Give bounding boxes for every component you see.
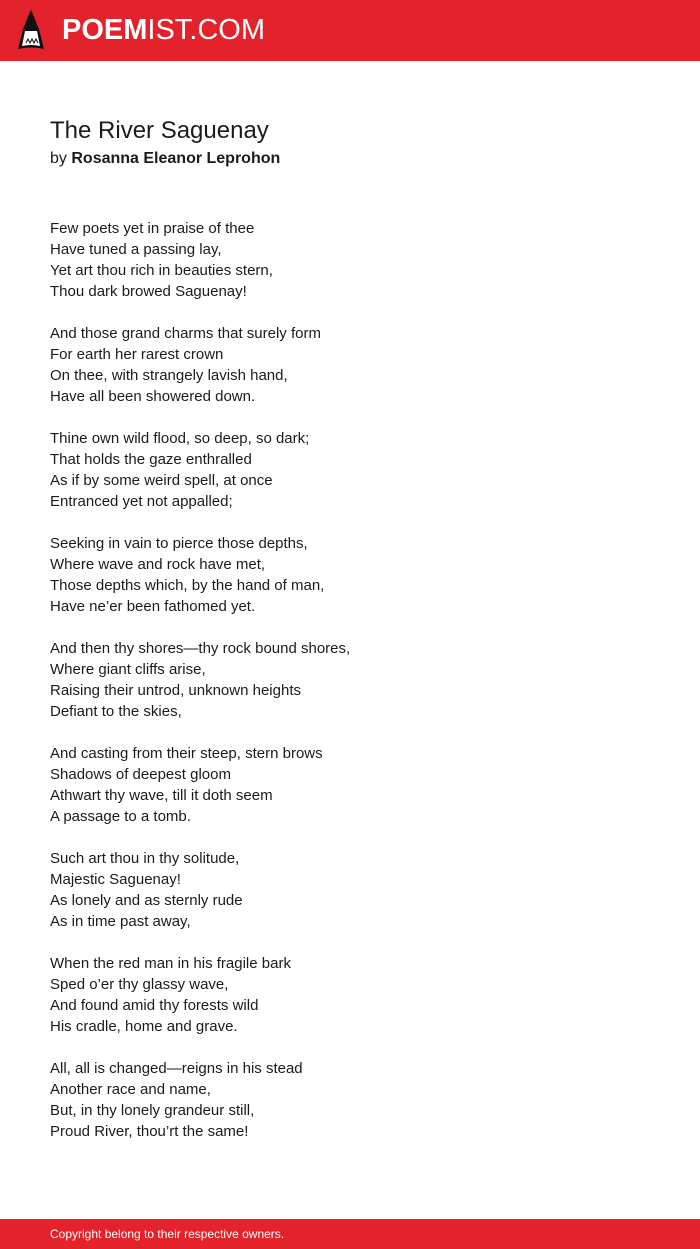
poem-line: Have ne’er been fathomed yet. xyxy=(50,598,256,615)
poem-line: Such art thou in thy solitude, xyxy=(50,850,240,867)
poem-line: As lonely and as sternly rude xyxy=(50,892,243,909)
poem-line: Have tuned a passing lay, xyxy=(50,241,222,258)
poem-line: Shadows of deepest gloom xyxy=(50,766,231,783)
poem-author: Rosanna Eleanor Leprohon xyxy=(71,150,281,167)
poem-line: Thou dark browed Saguenay! xyxy=(50,283,247,300)
poem-line: All, all is changed—reigns in his stead xyxy=(50,1060,303,1077)
poem-stanza xyxy=(50,323,650,407)
poem-stanza xyxy=(50,743,650,827)
poem-line: On thee, with strangely lavish hand, xyxy=(50,367,288,384)
poem-byline xyxy=(50,148,280,170)
byline-prefix: by xyxy=(50,150,67,167)
poem-line: Another race and name, xyxy=(50,1081,211,1098)
logo-text-bold: POEM xyxy=(62,14,148,46)
poem-line: As in time past away, xyxy=(50,913,191,930)
copyright-notice: Copyright belong to their respective owners. xyxy=(50,1227,285,1241)
poem-line: Proud River, thou’rt the same! xyxy=(50,1123,249,1140)
poem-line: And then thy shores—thy rock bound shores, xyxy=(50,640,351,657)
site-header xyxy=(0,0,700,61)
poem-stanza xyxy=(50,638,650,722)
poem-line: And those grand charms that surely form xyxy=(50,325,321,342)
poem-line: Majestic Saguenay! xyxy=(50,871,181,888)
poem-line: Yet art thou rich in beauties stern, xyxy=(50,262,273,279)
site-footer xyxy=(0,1219,700,1249)
poem-stanza xyxy=(50,533,650,617)
poem-line: Where giant cliffs arise, xyxy=(50,661,206,678)
poem-line: Entranced yet not appalled; xyxy=(50,493,233,510)
poem-line: Thine own wild flood, so deep, so dark; xyxy=(50,430,310,447)
poem-body xyxy=(50,218,650,1163)
poem-line: That holds the gaze enthralled xyxy=(50,451,252,468)
poem-line: A passage to a tomb. xyxy=(50,808,191,825)
pencil-logo-icon[interactable] xyxy=(17,9,45,51)
poem-stanza xyxy=(50,1058,650,1142)
poem-line: Seeking in vain to pierce those depths, xyxy=(50,535,308,552)
poem-stanza xyxy=(50,218,650,302)
poem-line: Have all been showered down. xyxy=(50,388,256,405)
poem-stanza xyxy=(50,953,650,1037)
poem-stanza xyxy=(50,428,650,512)
poem-line: And found amid thy forests wild xyxy=(50,997,259,1014)
poem-line: His cradle, home and grave. xyxy=(50,1018,238,1035)
poem-line: For earth her rarest crown xyxy=(50,346,224,363)
poem-line: Athwart thy wave, till it doth seem xyxy=(50,787,273,804)
poem-stanza xyxy=(50,848,650,932)
poem-line: And casting from their steep, stern brows xyxy=(50,745,323,762)
poem-line: Defiant to the skies, xyxy=(50,703,182,720)
poem-line: But, in thy lonely grandeur still, xyxy=(50,1102,255,1119)
site-logo-text[interactable] xyxy=(62,13,265,47)
poem-line: Raising their untrod, unknown heights xyxy=(50,682,301,699)
poem-line: When the red man in his fragile bark xyxy=(50,955,291,972)
logo-text-light: IST.COM xyxy=(147,14,266,46)
poem-line: Where wave and rock have met, xyxy=(50,556,266,573)
poem-line: Few poets yet in praise of thee xyxy=(50,220,255,237)
poem-line: As if by some weird spell, at once xyxy=(50,472,273,489)
poem-line: Those depths which, by the hand of man, xyxy=(50,577,325,594)
poem-title: The River Saguenay xyxy=(50,117,269,144)
poem-line: Sped o’er thy glassy wave, xyxy=(50,976,229,993)
